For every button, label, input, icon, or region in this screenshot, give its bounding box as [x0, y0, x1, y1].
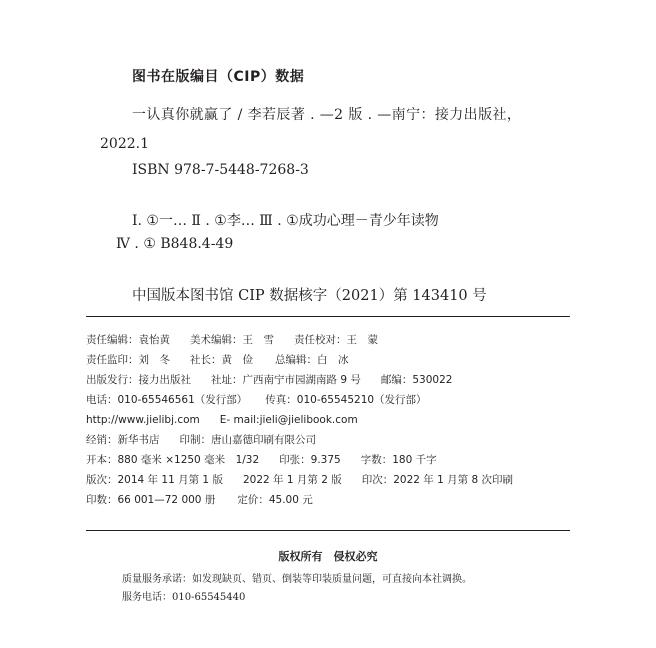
cip-year-line: 2022.1 — [100, 136, 149, 152]
credit-president: 社长：黄 俭 — [190, 354, 253, 366]
credit-edition: 版次：2014 年 11 月第 1 版 — [86, 474, 223, 486]
credit-publisher: 出版发行：接力出版社 — [86, 374, 191, 386]
credit-editor: 责任编辑：袁怡黄 — [86, 334, 170, 346]
credit-sheets: 印张：9.375 — [279, 454, 341, 466]
credit-price: 定价：45.00 元 — [237, 494, 313, 506]
credit-postcode: 邮编：530022 — [380, 374, 453, 386]
credit-row-7 — [86, 455, 437, 466]
bottom-divider — [86, 530, 570, 531]
credit-proofreader: 责任校对：王 蒙 — [294, 334, 378, 346]
cip-heading: 图书在版编目（CIP）数据 — [132, 69, 305, 85]
credit-row-1 — [86, 335, 378, 346]
credit-print-supervisor: 责任监印：刘 冬 — [86, 354, 170, 366]
credit-row-6 — [86, 435, 316, 446]
cip-number: 中国版本图书馆 CIP 数据核字（2021）第 143410 号 — [132, 288, 487, 304]
credit-fax: 传真：010-65545210（发行部） — [265, 394, 427, 406]
credit-row-5 — [86, 415, 358, 426]
credit-art-editor: 美术编辑：王 雪 — [190, 334, 274, 346]
credit-website: http://www.jielibj.com — [86, 414, 200, 426]
credit-row-4 — [86, 395, 427, 406]
credit-chief-editor: 总编辑：白 冰 — [275, 354, 349, 366]
credit-row-9 — [86, 495, 313, 506]
cip-classification-2: Ⅳ . ① B848.4-49 — [116, 236, 234, 252]
rights-notice: 版权所有 侵权必究 — [278, 550, 378, 563]
credit-word-count: 字数：180 千字 — [360, 454, 437, 466]
credit-printer: 印制：唐山嘉德印刷有限公司 — [179, 434, 316, 446]
top-divider — [86, 316, 570, 317]
service-phone: 服务电话：010-65545440 — [122, 592, 246, 603]
credit-row-3 — [86, 375, 452, 386]
credit-address: 社址：广西南宁市园湖南路 9 号 — [211, 374, 361, 386]
credit-distributor: 经销：新华书店 — [86, 434, 160, 446]
quality-note: 质量服务承诺：如发现缺页、错页、倒装等印装质量问题，可直接向本社调换。 — [122, 574, 472, 585]
cip-isbn: ISBN 978-7-5448-7268-3 — [132, 162, 309, 178]
cip-title-line: 一认真你就赢了 / 李若辰著 . —2 版 . —南宁：接力出版社， — [132, 107, 522, 123]
credit-printing: 印次：2022 年 1 月第 8 次印刷 — [361, 474, 514, 486]
credit-phone: 电话：010-65546561（发行部） — [86, 394, 248, 406]
credit-edition-2: 2022 年 1 月第 2 版 — [242, 474, 342, 486]
credit-format: 开本：880 毫米 ×1250 毫米 1/32 — [86, 454, 260, 466]
credit-email: E- mail:jieli@jielibook.com — [219, 414, 358, 426]
credit-print-run: 印数：66 001—72 000 册 — [86, 494, 216, 506]
credit-row-8 — [86, 475, 513, 486]
cip-classification-1: Ⅰ. ①一… Ⅱ . ①李… Ⅲ . ①成功心理－青少年读物 — [132, 213, 439, 229]
credit-row-2 — [86, 355, 349, 366]
